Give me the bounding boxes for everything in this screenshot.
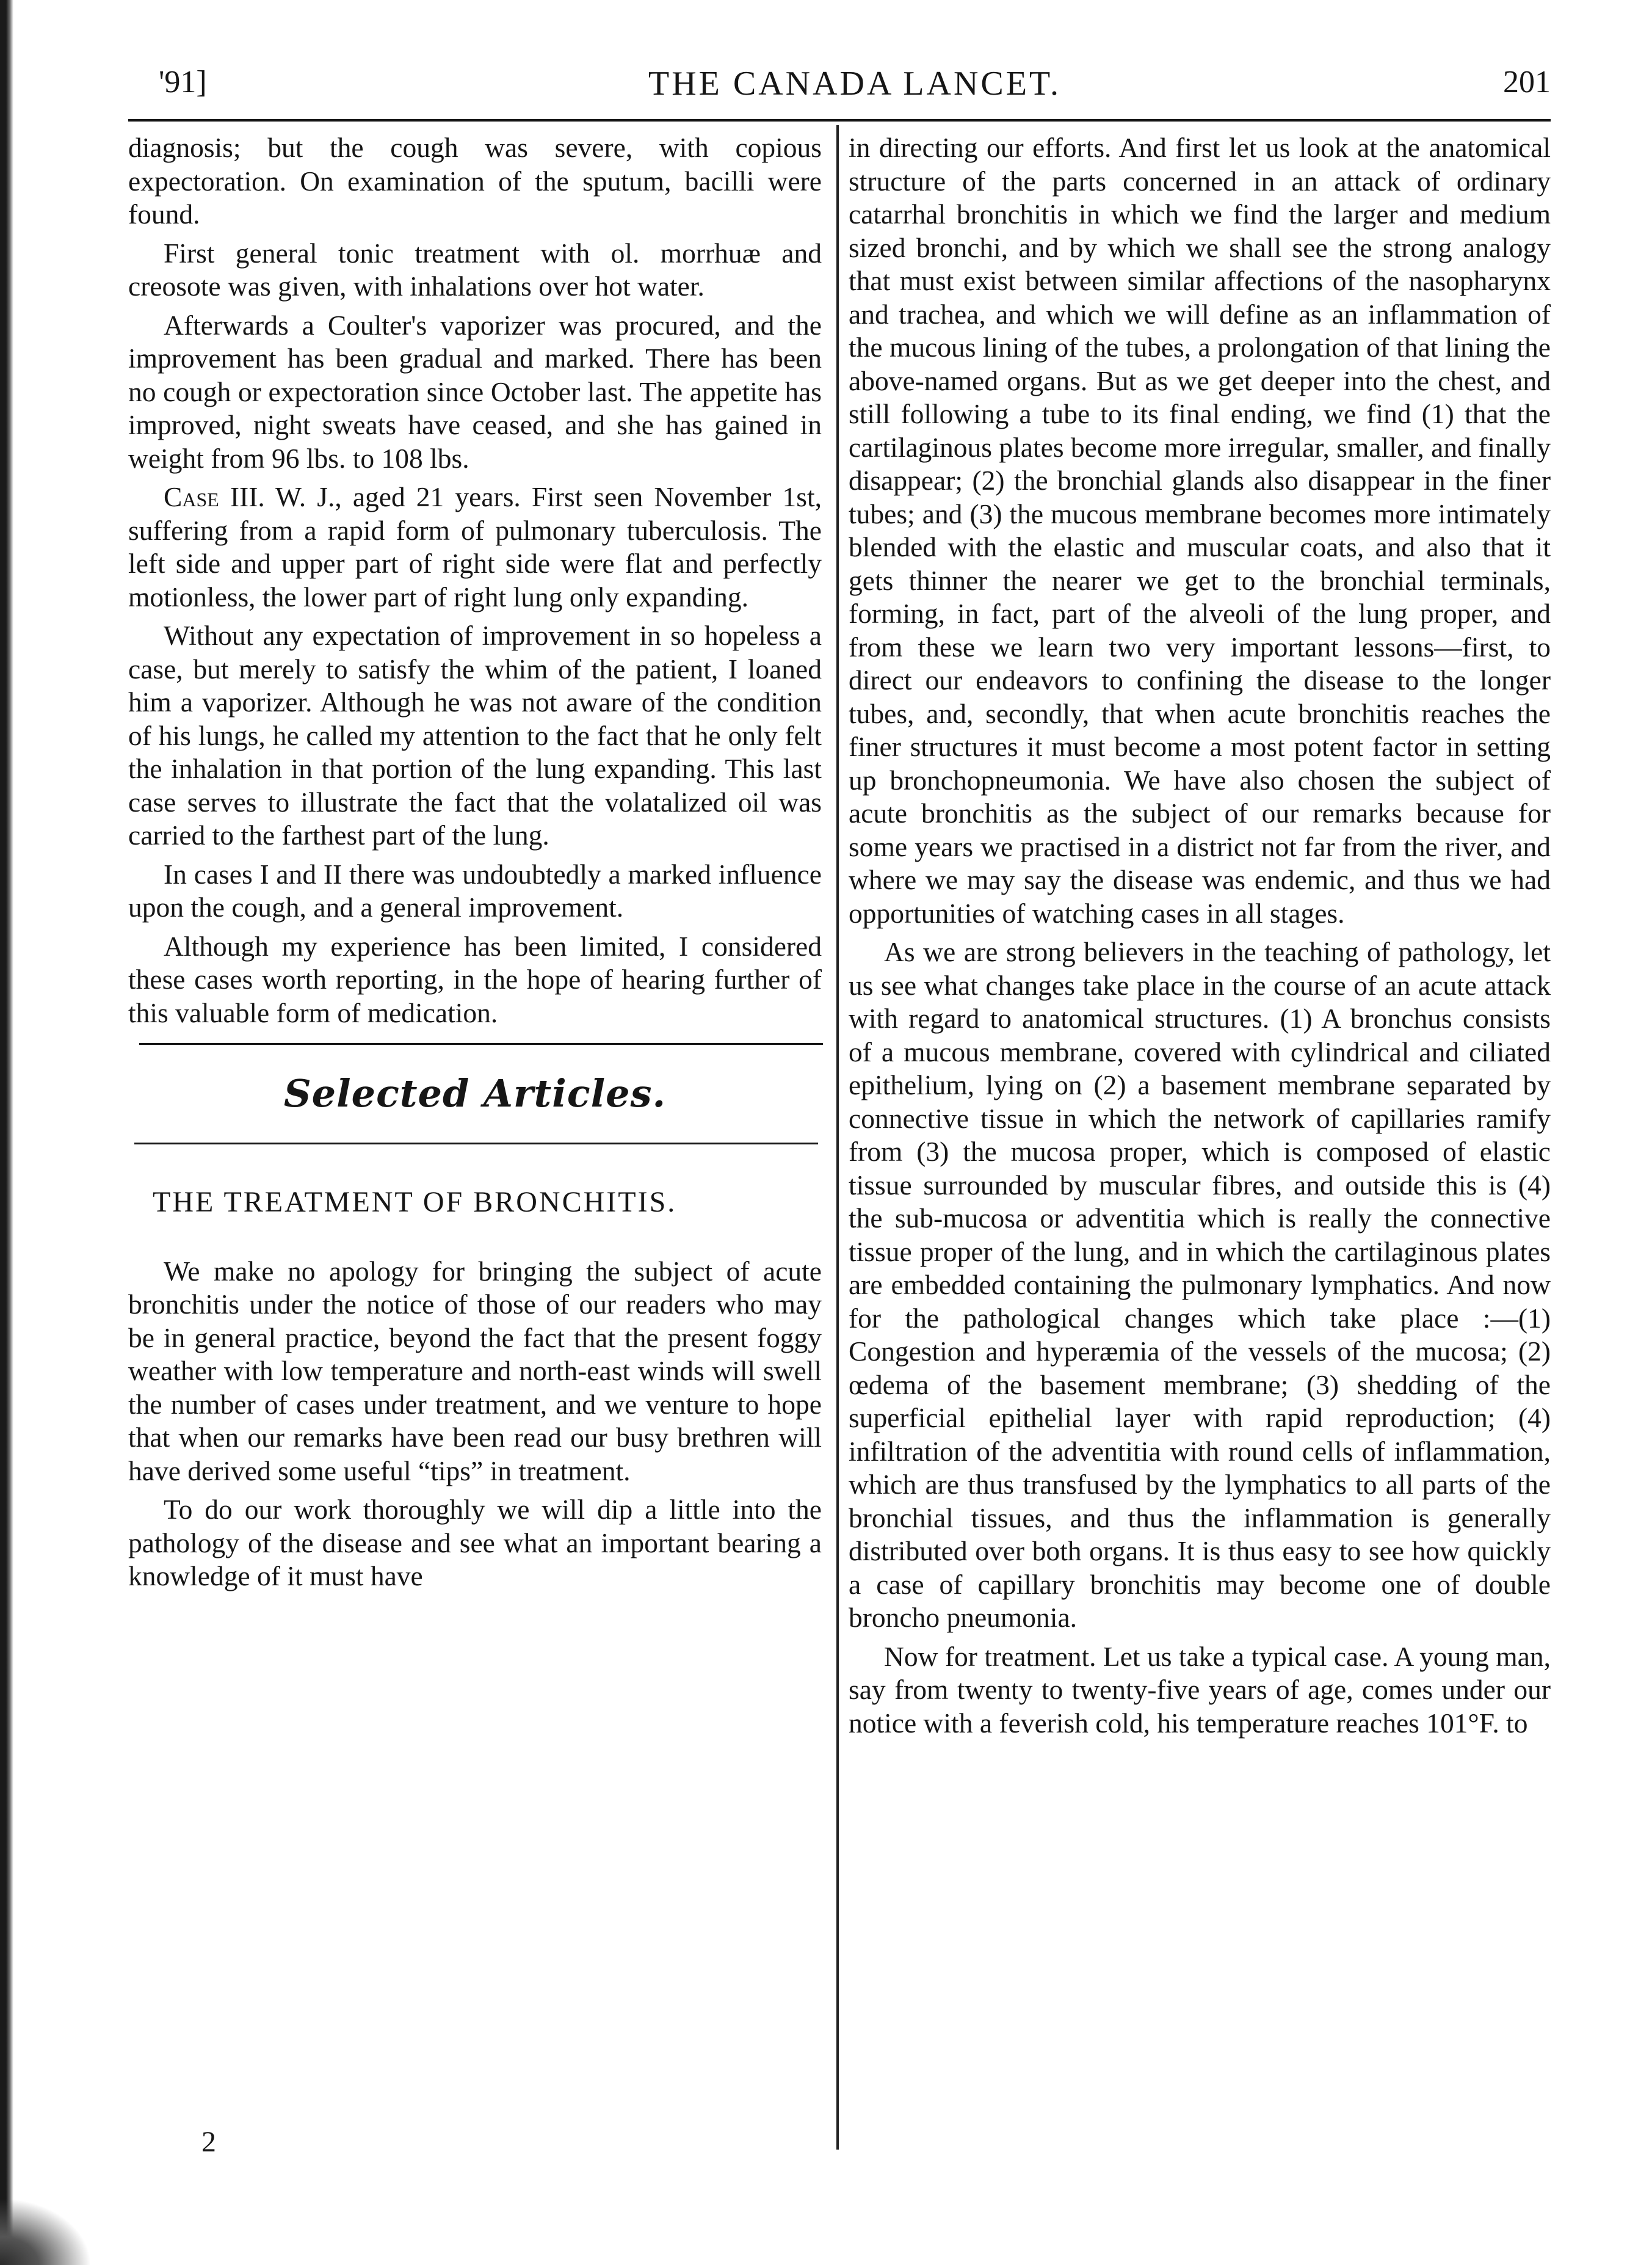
paragraph: To do our work thoroughly we will dip a little into the pathology of the disease and see what an important bearing a knowledge of it must have xyxy=(128,1494,822,1591)
case-text: W. J., aged 21 years. First seen November 1st, suffering from a rapid form of pulmonary tuberculosis. The left side and upper part of right side were flat and perfectly motionless, the lower part of right lung only expanding. xyxy=(128,481,822,613)
paragraph: in directing our efforts. And first let us look at the anatomical structure of the parts concerned in an attack of ordinary catarrhal bronchitis in which we find the larger and medium sized bronchi, and by which we shall see the strong analogy that must exist between similar affections of the nasopharynx and trachea, and which we will define as an inflammation of the mucous lining of the tubes, a prolongation of that lining the above-named organs. But as we get deeper into the chest, and still following a tube to its final ending, we find (1) that the cartilaginous plates become more irregular, smaller, and finally disappear; (2) the bronchial glands also disappear in the finer tubes; and (3) the mucous membrane becomes more intimately blended with the elastic and muscular coats, and also that it gets thinner the nearer we get to the bronchial terminals, forming, in fact, part of the alveoli of the lung proper, and from these we learn two very important lessons—first, to direct our endeavors to confining the disease to the longer tubes, and, secondly, that when acute bronchitis reaches the finer structures it must become a most potent factor in setting up bronchopneumonia. We have also chosen the subject of acute bronchitis as the subject of our remarks because for some years we practised in a district not far from the river, and where we may say the disease was endemic, and thus we had opportunities of watching cases in all stages. xyxy=(849,132,1551,929)
page-corner-smudge xyxy=(0,2198,92,2265)
column-divider xyxy=(836,125,839,2150)
page-number: 201 xyxy=(1503,65,1551,100)
signature-mark: 2 xyxy=(201,2126,216,2158)
article-title: THE TREATMENT OF BRONCHITIS. xyxy=(153,1186,677,1218)
paragraph: In cases I and II there was undoubtedly a marked influence upon the cough, and a general improvement. xyxy=(128,858,822,923)
section-heading: Selected Articles. xyxy=(283,1071,667,1116)
paragraph: As we are strong believers in the teaching of pathology, let us see what changes take place in the course of an acute attack with regard to anatomical structures. (1) A bronchus consists of a mucous membrane, covered with cylindrical and ciliated epithelium, lying on (2) a basement membrane separated by connective tissue in which the network of capillaries ramify from (3) the mucosa proper, which is composed of elastic tissue surrounded by muscular fibres, and outside this is (4) the sub-mucosa or adventitia which is really the connective tissue proper of the lung, and in which the cartilaginous plates are embedded containing the pulmonary lymphatics. And now for the pathological changes which take place :—(1) Congestion and hyperæmia of the vessels of the mucosa; (2) œdema of the basement membrane; (3) shedding of the superficial epithelial layer with rapid reproduction; (4) infiltration of the adventitia with round cells of inflammation, which are thus transfused by the lymphatics to all parts of the bronchial tissues, and thus the inflammation is generally distributed over both organs. It is thus easy to see how quickly a case of capillary bronchitis may become one of double broncho pneumonia. xyxy=(849,936,1551,1633)
paragraph: Now for treatment. Let us take a typical case. A young man, say from twenty to twenty-five years of age, comes under our notice with a feverish cold, his temperature reaches 101°F. to xyxy=(849,1640,1551,1739)
page-binding-edge xyxy=(0,0,13,2265)
paragraph: Afterwards a Coulter's vaporizer was procured, and the improvement has been gradual and marked. There has been no cough or expectoration since October last. The appetite has improved, night sweats have ceased, and she has gained in weight from 96 lbs. to 108 lbs. xyxy=(128,309,822,474)
case-paragraph xyxy=(128,481,822,614)
section-rule-top xyxy=(139,1043,823,1045)
case-label: Case III. xyxy=(164,481,265,512)
running-header xyxy=(159,58,1551,113)
right-column xyxy=(849,131,1551,1745)
paragraph: First general tonic treatment with ol. morrhuæ and creosote was given, with inhalations over hot water. xyxy=(128,237,822,302)
header-rule xyxy=(128,119,1551,122)
paragraph: We make no apology for bringing the subject of acute bronchitis under the notice of those of our readers who may be in general practice, beyond the fact that the present foggy weather with low temperature and north-east winds will swell the number of cases under treatment, and we venture to hope that when our remarks have been read our busy brethren will have derived some useful “tips” in treatment. xyxy=(128,1255,822,1486)
paragraph: Although my experience has been limited, I considered these cases worth reporting, in the hope of hearing further of this valuable form of medication. xyxy=(128,930,822,1028)
section-rule-bottom xyxy=(134,1143,818,1144)
paragraph: Without any expectation of improvement in so hopeless a case, but merely to satisfy the whim of the patient, I loaned him a vaporizer. Although he was not aware of the condition of his lungs, he called my attention to the fact that he only felt the inhalation in that portion of the lung expanding. This last case serves to illustrate the fact that the volatalized oil was carried to the farthest part of the lung. xyxy=(128,620,822,851)
left-column xyxy=(128,131,822,1599)
header-date: '91] xyxy=(159,65,207,100)
journal-title: THE CANADA LANCET. xyxy=(648,65,1062,103)
paragraph: diagnosis; but the cough was severe, with copious expectoration. On examination of the sputum, bacilli were found. xyxy=(128,132,822,230)
